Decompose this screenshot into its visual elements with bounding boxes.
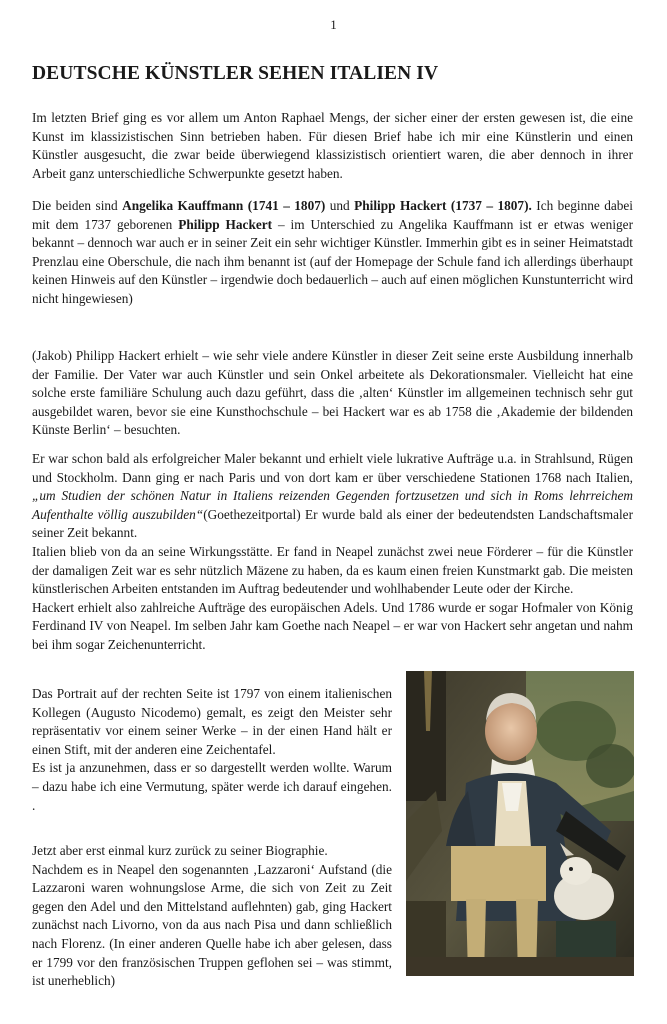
paragraph-biography	[32, 842, 392, 991]
bold-name-kauffmann: Angelika Kauffmann (1741 – 1807)	[122, 198, 326, 213]
intro-paragraph: Im letzten Brief ging es vor allem um Anton Raphael Mengs, der sicher einer der ersten gewesen ist, die eine Kunst im klassizistischen Sinn betrieben haben. Für diesen Brief habe ich mir eine Künstlerin und einen Künstler ausgesucht, die zwar beide überwiegend klassizistisch orientiert waren, die aber dennoch in ihrer Arbeit ganz unterschiedliche Schwerpunkte gesetzt haben.	[32, 110, 633, 181]
text-run: und	[325, 198, 355, 213]
text-run: Er war schon bald als erfolgreicher Maler bekannt und erhielt viele lukrative Aufträge u.a. in Strahlsund, Rügen und Stockholm. Dann ging er nach Paris und von dort kam er über verschiedene Stationen 1768 nach Italien,	[32, 451, 633, 485]
text-block	[32, 450, 633, 543]
text-run: Ich beginne dabei mit dem 1737 geborenen	[32, 198, 634, 232]
text-block: Es ist ja anzunehmen, dass er so dargestellt werden wollte. Warum – dazu habe ich eine Vermutung, später werde ich darauf eingehen. .	[32, 760, 392, 813]
page-number: 1	[330, 17, 337, 32]
goethe-quote: „um Studien der schönen Natur in Italiens reizenden Gegenden fortzusetzen und sich in Roms lehrreichem Aufenthalte völlig auszubilden“	[32, 488, 633, 522]
text-block: Das Portrait auf der rechten Seite ist 1797 von einem italienischen Kollegen (Augusto Nicodemo) gemalt, es zeigt den Meister sehr repräsentativ vor einem seiner Werke – in der einen Hand hält er einen Stift, mit der anderen eine Zeichentafel.	[32, 686, 392, 757]
text-run: – im Unterschied zu Angelika Kauffmann ist er etwas weniger bekannt – dennoch war auch er in seiner Zeit ein sehr wichtiger Künstler. Immerhin gibt es in seiner Heimatstadt Prenzlau eine Oberschule, die nach ihm benannt ist (auf der Homepage der Schule fand ich allerdings überhaupt keinen Hinweis auf den Künstler – irgendwie doch bedauerlich – auch auf einen möglichen Kunstunterricht wird nicht hingewiesen)	[32, 216, 633, 306]
text-run: (Goethezeitportal) Er wurde bald als einer der bedeutendsten Landschaftsmaler seiner Zeit bekannt.	[32, 506, 634, 541]
paragraph-education: (Jakob) Philipp Hackert erhielt – wie sehr viele andere Künstler in dieser Zeit seine erste Ausbildung innerhalb der Familie. Der Vater war auch Künstler und sein Onkel arbeitete als Dekorationsmaler. Vielleicht hat eine solche erste familiäre Schulung auch dazu geführt, dass die ‚alten‘ Künstler im allgemeinen technisch sehr gut ausgebildet waren, bevor sie eine Kunsthochschule – bei Hackert war es ab 1758 die ‚Akademie der bildenden Künste Berlin‘ – besuchten.	[32, 348, 633, 438]
text-run: Die beiden sind	[32, 198, 123, 213]
paragraph-italy	[32, 450, 633, 655]
paragraph-kauffmann-hackert	[32, 197, 633, 309]
bold-name-hackert-2: Philipp Hackert	[178, 216, 273, 232]
text-block: Nachdem es in Neapel den sogenannten ‚Lazzaroni‘ Aufstand (die Lazzaroni waren wohnungslose Arme, die sich von Zeit zu Zeit gegen den Adel und den Mittelstand auflehnten) gab, ging Hackert zunächst nach Livorno, von da aus nach Pisa und dann schließlich nach Florenz. (In einer anderen Quelle habe ich aber gelesen, dass er 1799 vor den französischen Truppen geflohen sei – was stimmt, ist unerheblich)	[32, 861, 392, 989]
text-block: Hackert erhielt also zahlreiche Aufträge des europäischen Adels. Und 1786 wurde er sogar Hofmaler von König Ferdinand IV von Neapel. Im selben Jahr kam Goethe nach Neapel – er war von Hackert sehr angetan und nahm bei ihm sogar Zeichenunterricht.	[32, 599, 633, 652]
text-block: Italien blieb von da an seine Wirkungsstätte. Er fand in Neapel zunächst zwei neue Förderer – für die Künstler der damaligen Zeit war es sehr nützlich Mäzene zu haben, da es kaum einen freien Kunstmarkt gab. Die meisten künstlerischen Arbeiten entstanden im Auftrag bedeutender und wohlhabender Leute oder der Kirche.	[32, 543, 633, 597]
paragraph-portrait-description	[32, 685, 392, 815]
portrait-painting	[406, 671, 634, 976]
page-title: DEUTSCHE KÜNSTLER SEHEN ITALIEN IV	[32, 63, 439, 84]
text-block: Jetzt aber erst einmal kurz zurück zu seiner Biographie.	[32, 843, 328, 858]
bold-name-hackert: Philipp Hackert (1737 – 1807).	[354, 198, 532, 213]
